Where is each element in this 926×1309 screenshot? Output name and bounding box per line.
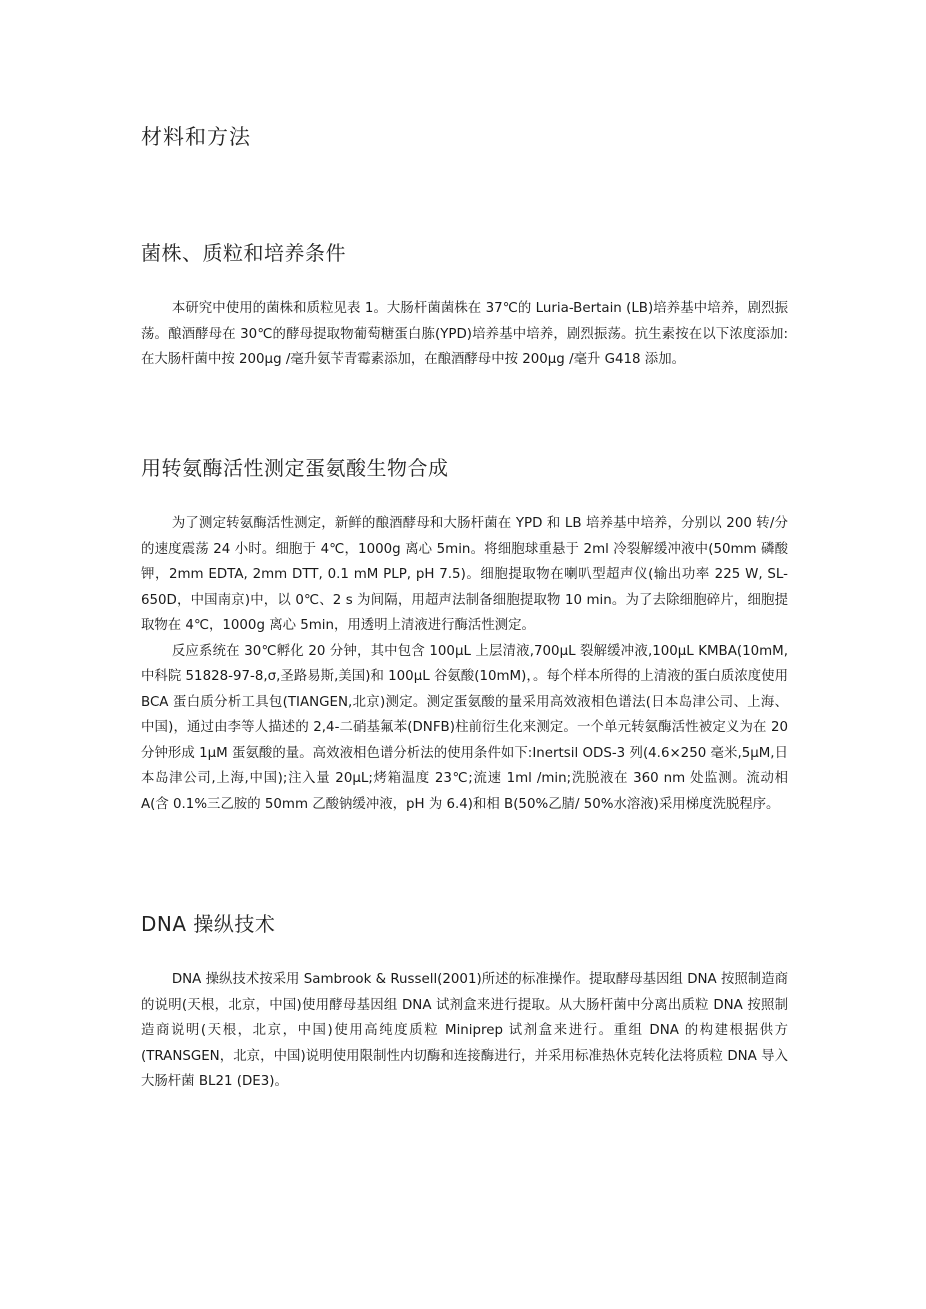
section-heading-dna-techniques: DNA 操纵技术 — [141, 912, 276, 936]
section-body-strains — [141, 296, 788, 373]
section-heading-strains: 菌株、质粒和培养条件 — [141, 241, 346, 265]
paragraph: 反应系统在 30℃孵化 20 分钟，其中包含 100μL 上层清液,700μL 裂解缓冲液,100μL KMBA(10mM,中科院 51828-97-8,σ,圣路易斯,美国)和 100μL 谷氨酸(10mM)，。每个样本所得的上清液的蛋白质浓度使用 BCA 蛋白质分析工具包(TIANGEN,北京)测定。测定蛋氨酸的量采用高效液相色谱法(日本岛津公司、上海、中国)，通过由李等人描述的 2,4-二硝基氟苯(DNFB)柱前衍生化来测定。一个单元转氨酶活性被定义为在 20 分钟形成 1μM 蛋氨酸的量。高效液相色谱分析法的使用条件如下:Inertsil ODS-3 列(4.6×250 毫米,5μM,日本岛津公司,上海,中国);注入量 20μL;烤箱温度 23℃;流速 1ml /min;洗脱液在 360 nm 处监测。流动相 A(含 0.1%三乙胺的 50mm 乙酸钠缓冲液，pH 为 6.4)和相 B(50%乙腈/ 50%水溶液)采用梯度洗脱程序。 — [141, 643, 788, 812]
document-title: 材料和方法 — [141, 125, 251, 149]
section-body-dna-techniques — [141, 967, 788, 1095]
paragraph: 本研究中使用的菌株和质粒见表 1。大肠杆菌菌株在 37℃的 Luria-Bertain (LB)培养基中培养，剧烈振荡。酿酒酵母在 30℃的酵母提取物葡萄糖蛋白胨(YPD)培养基中培养，剧烈振荡。抗生素按在以下浓度添加: 在大肠杆菌中按 200μg /毫升氨苄青霉素添加，在酿酒酵母中按 200μg /毫升 G418 添加。 — [141, 301, 788, 367]
paragraph: 为了测定转氨酶活性测定，新鲜的酿酒酵母和大肠杆菌在 YPD 和 LB 培养基中培养，分别以 200 转/分的速度震荡 24 小时。细胞于 4℃，1000g 离心 5min。将细胞球重悬于 2ml 冷裂解缓冲液中(50mm 磷酸钾，2mm EDTA, 2mm DTT, 0.1 mM PLP, pH 7.5)。细胞提取物在喇叭型超声仪(输出功率 225 W, SL-650D，中国南京)中，以 0℃、2 s 为间隔，用超声法制备细胞提取物 10 min。为了去除细胞碎片，细胞提取物在 4℃，1000g 离心 5min，用透明上清液进行酶活性测定。 — [141, 516, 788, 633]
section-body-transaminase-assay — [141, 511, 788, 817]
paragraph: DNA 操纵技术按采用 Sambrook & Russell(2001)所述的标准操作。提取酵母基因组 DNA 按照制造商的说明(天根，北京，中国)使用酵母基因组 DNA 试剂盒来进行提取。从大肠杆菌中分离出质粒 DNA 按照制造商说明(天根，北京，中国)使用高纯度质粒 Miniprep 试剂盒来进行。重组 DNA 的构建根据供方 (TRANSGEN，北京，中国)说明使用限制性内切酶和连接酶进行，并采用标准热休克转化法将质粒 DNA 导入大肠杆菌 BL21 (DE3)。 — [141, 972, 788, 1089]
section-heading-transaminase-assay: 用转氨酶活性测定蛋氨酸生物合成 — [141, 456, 449, 480]
